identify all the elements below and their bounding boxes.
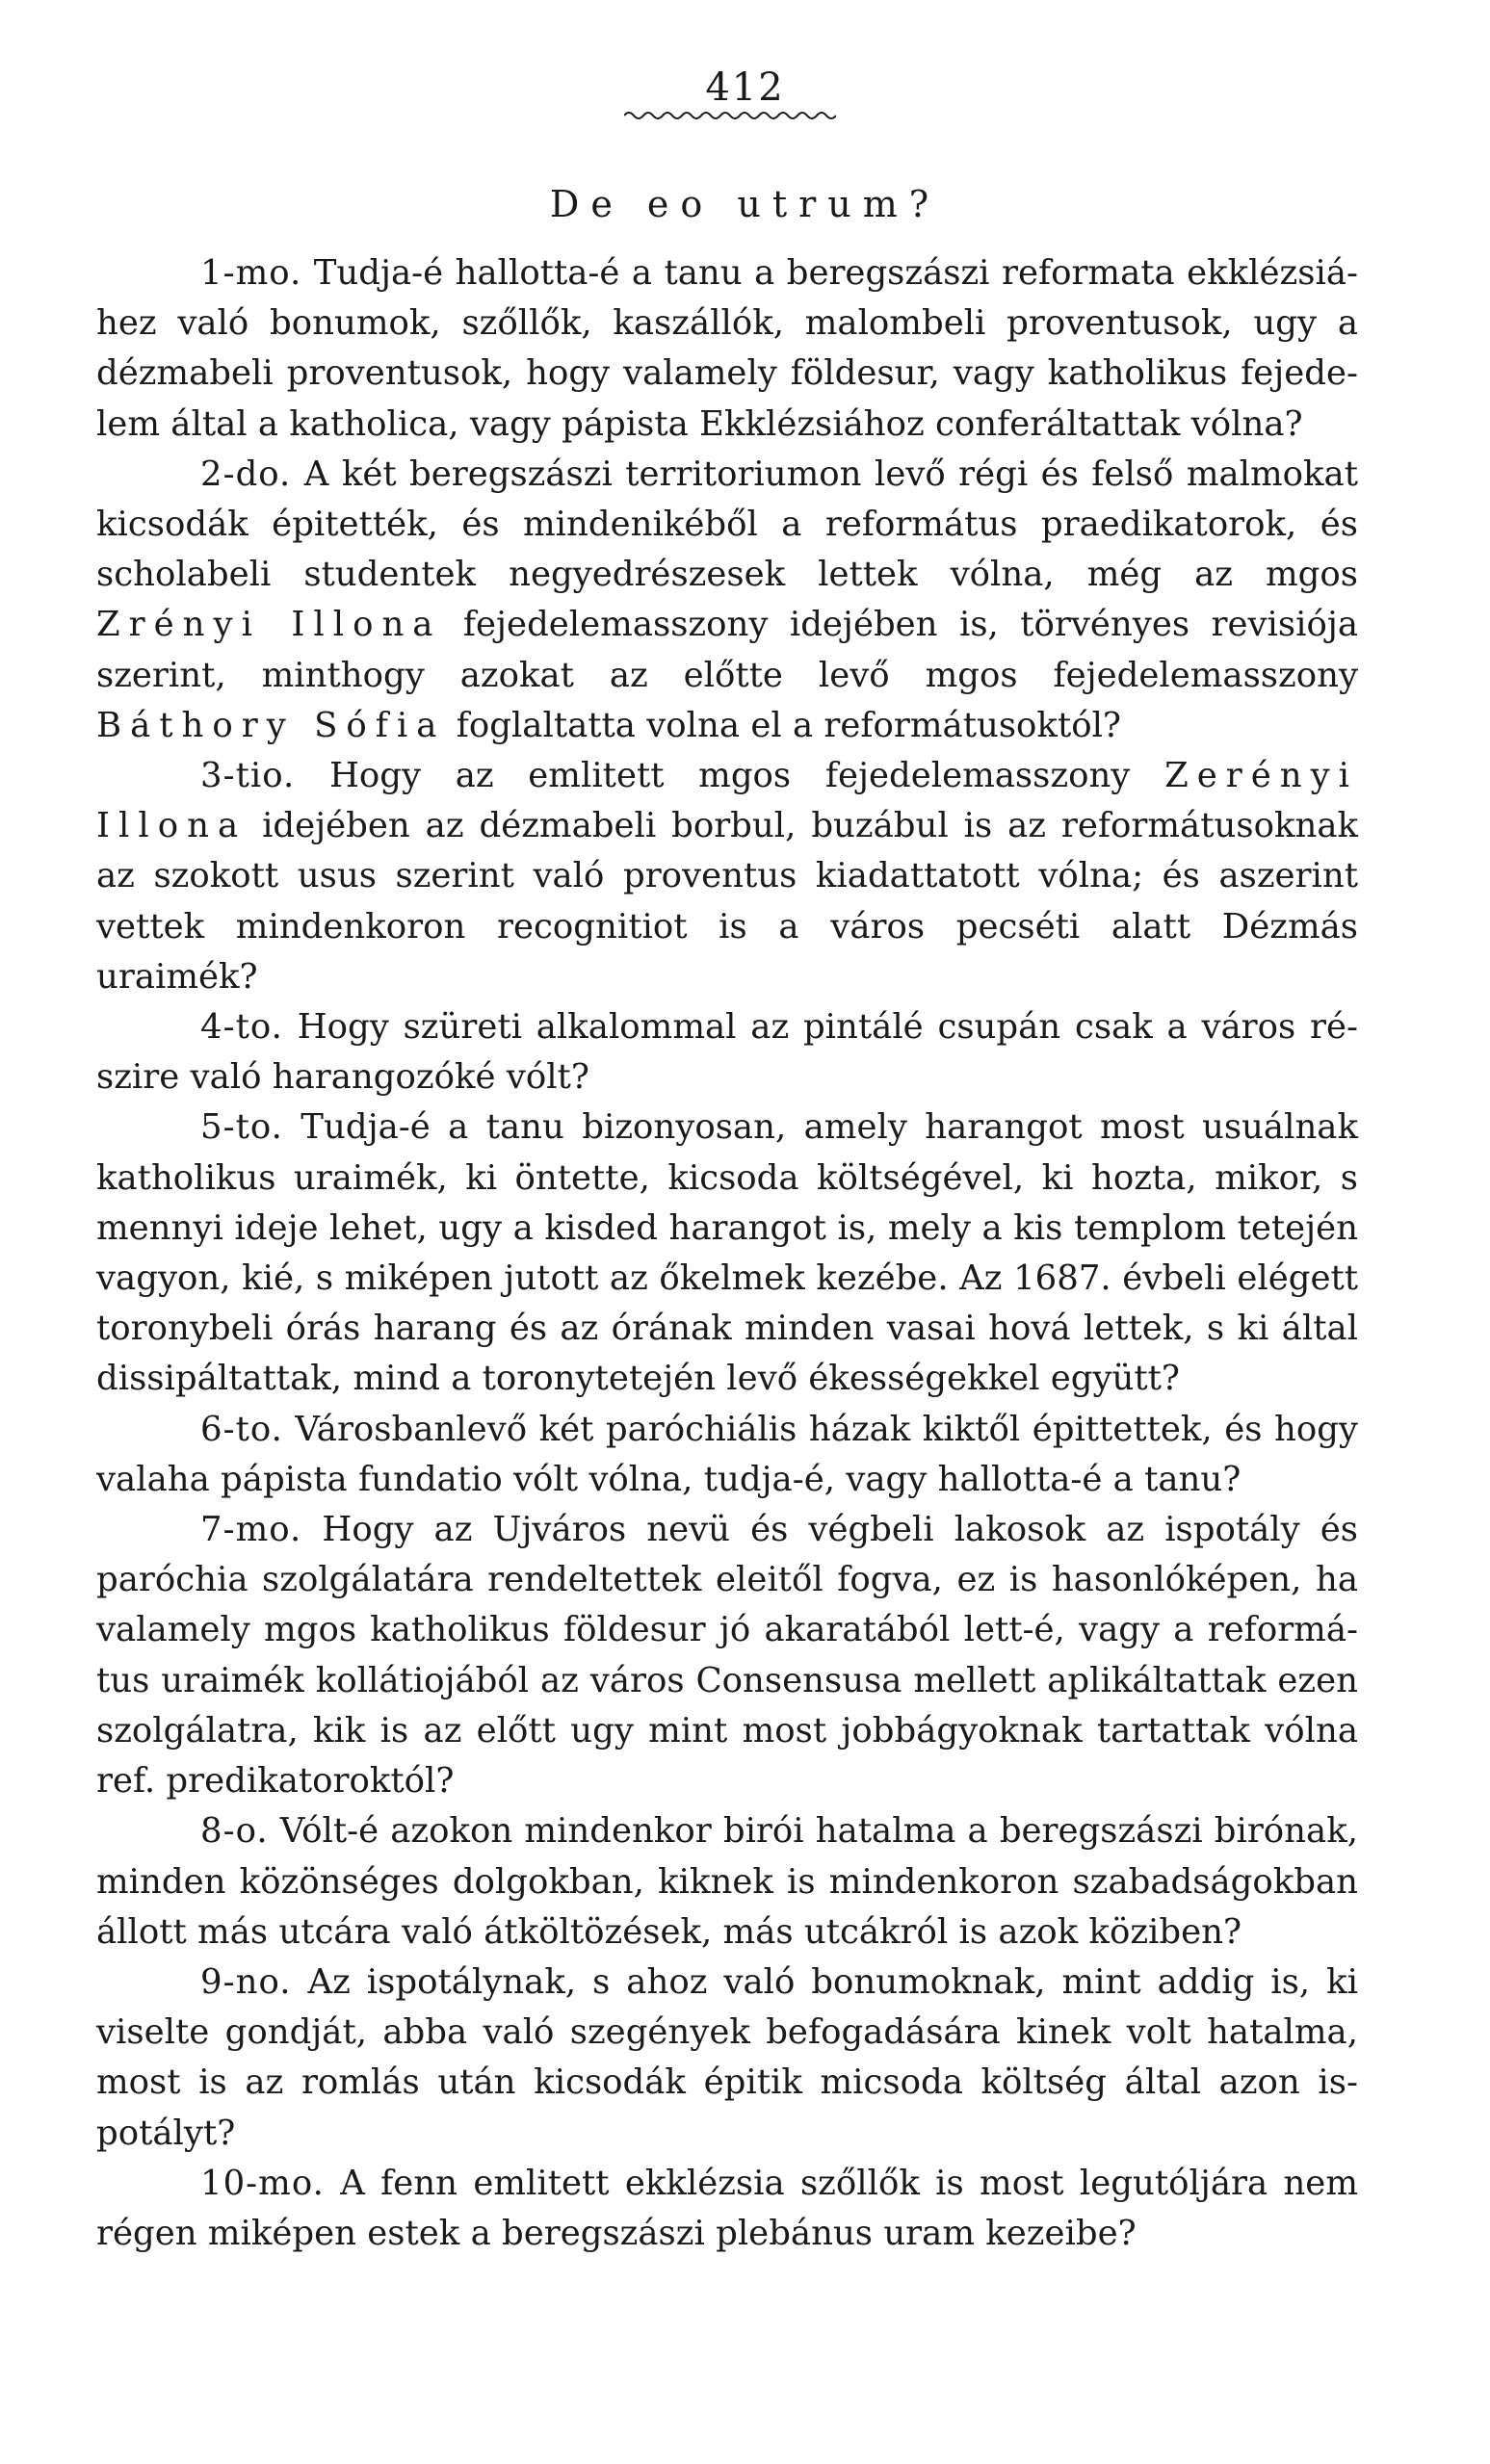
spaced-name: Báthory Sófia: [96, 705, 446, 745]
question-text: A fenn emlitett ekklézsia szőllők is most legutóljára nem régen miképen estek a beregszászi plebánus uram kezeibe?: [96, 2163, 1358, 2253]
question-paragraph: [96, 1405, 1358, 1505]
question-number: 7-mo.: [200, 1510, 302, 1550]
spaced-name: Zerényi Illona: [96, 756, 1358, 846]
question-paragraph: [96, 1505, 1358, 1806]
question-paragraph: [96, 1002, 1358, 1102]
wavy-rule-ornament: [624, 108, 836, 123]
page-number: 412: [705, 65, 785, 110]
question-text: Vólt-é azokon mindenkor birói hatalma a beregszászi birónak, minden közönséges dolgokban, kiknek is mindenkoron szabadságokban állott más utcára való átköltözések, más utcákról is azok köziben?: [96, 1811, 1358, 1952]
question-number: 3-tio.: [200, 756, 296, 796]
question-text: A két beregszászi territoriumon levő régi és felső malmokat kicsodák épitették, és mindenikéből a református praedikatorok, és scholabeli studentek negyedrészesek lettek vólna, még az mgos: [96, 454, 1358, 595]
question-number: 1-mo.: [200, 253, 302, 293]
question-paragraph: [96, 1102, 1358, 1404]
question-text: Tudja-é hallotta-é a tanu a beregszászi reformata ekklézsiáhez való bonumok, szőllők, kaszállók, malombeli proventusok, ugy a dézmabeli proventusok, hogy valamely földesur, vagy katholikus fejedelem által a katholica, vagy pápista Ekklézsiához conferáltattak vólna?: [96, 253, 1358, 444]
question-paragraph: [96, 1958, 1358, 2159]
question-number: 6-to.: [200, 1409, 283, 1449]
question-paragraph: [96, 1806, 1358, 1958]
question-paragraph: [96, 2159, 1358, 2259]
question-text: idejében az dézmabeli borbul, buzábul is az reformátusoknak az szokott usus szerint való proventus kiadattatott vólna; és aszerint vettek mindenkoron recognitiot is a város pecséti alatt Dézmás uraimék?: [96, 806, 1358, 997]
question-number: 5-to.: [200, 1107, 283, 1148]
document-body: [96, 248, 1358, 2259]
question-paragraph: [96, 450, 1358, 751]
question-paragraph: [96, 751, 1358, 1002]
question-text: Városbanlevő két paróchiális házak kiktől épittettek, és hogy valaha pápista fundatio vólt vólna, tudja-é, vagy hallotta-é a tanu?: [96, 1409, 1358, 1499]
question-text: Hogy az Ujváros nevü és végbeli lakosok az ispotály és paróchia szolgálatára rendeltettek eleitől fogva, ez is hasonlóképen, ha valamely mgos katholikus földesur jó akaratából lett-é, vagy a református uraimék kollátiojából az város Consensusa mellett aplikáltattak ezen szolgálatra, kik is az előtt ugy mint most jobbágyoknak tartattak vólna ref. predikatoroktól?: [96, 1510, 1358, 1802]
section-heading: De eo utrum?: [549, 183, 941, 225]
spaced-name: Zrényi Illona: [96, 605, 442, 645]
question-number: 9-no.: [200, 1961, 292, 2002]
question-number: 4-to.: [200, 1007, 283, 1048]
question-text: Az ispotálynak, s ahoz való bonumoknak, mint addig is, ki viselte gondját, abba való szegények befogadására kinek volt hatalma, most is az romlás után kicsodák épitik micsoda költség által azon ispotályt?: [96, 1961, 1358, 2153]
question-number: 10-mo.: [200, 2163, 325, 2203]
question-number: 2-do.: [200, 454, 292, 494]
question-text: Hogy az emlitett mgos fejedelemasszony: [328, 756, 1165, 796]
question-text: fejedelemasszony idejében is, törvényes revisiója szerint, minthogy azokat az előtte levő mgos fejedelemasszony: [96, 605, 1358, 695]
question-text: foglaltatta volna el a reformátusoktól?: [445, 705, 1121, 745]
question-number: 8-o.: [200, 1811, 269, 1852]
question-text: Tudja-é a tanu bizonyosan, amely harangot most usuálnak katholikus uraimék, ki öntette, kicsoda költségével, ki hozta, mikor, s mennyi ideje lehet, ugy a kisded harangot is, mely a kis templom tetején vagyon, kié, s miképen jutott az őkelmek kezébe. Az 1687. évbeli elégett toronybeli órás harang és az órának minden vasai hová lettek, s ki által dissipáltattak, mind a toronytetején levő ékességekkel együtt?: [96, 1107, 1358, 1399]
question-text: Hogy szüreti alkalommal az pintálé csupán csak a város részire való harangozóké vólt?: [96, 1007, 1359, 1098]
question-paragraph: [96, 248, 1358, 450]
